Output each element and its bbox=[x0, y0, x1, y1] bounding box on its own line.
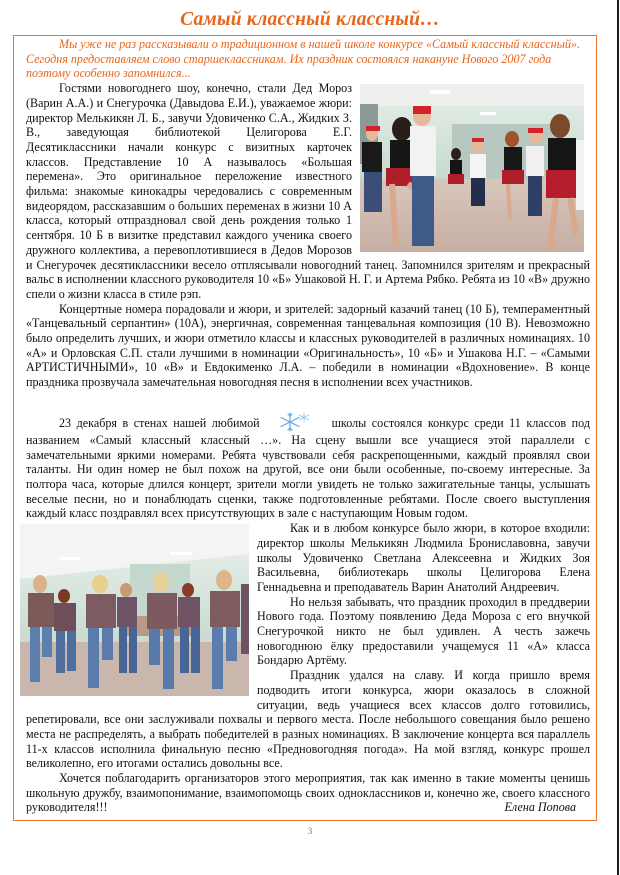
competition-text-start: 23 декабря в стенах нашей любимой bbox=[59, 415, 260, 430]
article-paragraph: Но нельзя забывать, что праздник проходил в преддверии Нового года. Поэтому появлению Деда Мороза с его внучкой Снегурочкой никто не был удивлен. А честь зажечь новогоднюю ёлку предоставили учащемуся 11 «А» класса Бондарю Артёму. bbox=[257, 594, 590, 668]
closing-text: Хочется поблагодарить организаторов этого мероприятия, так как именно в такие моменты ценишь школьную дружбу, взаимопонимание, взаимопомощь своих одноклассников и, конечно же, своего классного руководителя!!! bbox=[26, 771, 590, 815]
article-paragraph: Гостями новогоднего шоу, конечно, стали Дед Мороз (Варин А.А.) и Снегурочка (Давыдова Е.И.), уважаемое жюри: директор Мелькикян Л. Б., завучи Удовиченко С.А., Жидких З. В., заведующая библиотекой Целигорова Е.Г. Десятиклассники начали конкурс с визитных карточек классов. Представление 10 А называлось «Большая перемена». Это оригинальное переложение известного фильма: знакомые кинокадры чередовались с современным видеорядом, рассказавшим о больших переменах в жизни 10 А класса, который отпраздновал свой день рождения только 1 сентября. 10 Б в визитке представил каждого ученика своего дружного коллектива, а перевоплотившиеся в Дедов Морозов и Снегурочек десятиклассники весело отплясывали новогодний танец. Запомнился зрителям и прекрасный вальс в исполнении классного руководителя 10 «Б» Ушаковой Н. Г. и Артема Рябко. Ребята из 10 «В» дружно спели о жизни класса в стиле рэп. bbox=[26, 81, 590, 301]
photo-dance-11th-grade bbox=[20, 524, 249, 696]
article-title: Самый классный классный… bbox=[180, 9, 440, 30]
snowflake-icon-graphic bbox=[276, 411, 316, 433]
snowflake-icon bbox=[276, 411, 316, 433]
article-paragraph: Как и в любом конкурсе было жюри, в которое входили: директор школы Мелькикян Людмила Брониславовна, завучи школы Удовиченко Светлана Алексеевна и Жидких Зоя Васильевна, библиотекарь школы Целигорова Елена Геннадьевна и преподаватель Варин Анатолий Андреевич. bbox=[257, 521, 590, 594]
author-signature: Елена Попова bbox=[504, 800, 576, 815]
article-intro: Мы уже не раз рассказывали о традиционном в нашей школе конкурсе «Самый классный классный». Сегодня предоставляем слово старшеклассникам. Их праздник состоялся накануне Нового 2007 года поэтому особенно запомнился... bbox=[26, 37, 580, 81]
article-body bbox=[26, 37, 590, 815]
article-paragraph: Концертные номера порадовали и жюри, и зрителей: задорный казачий танец (10 Б), темпераментный «Танцевальный серпантин» (10А), энергичная, современная танцевальная композиция (10 В). Невозможно было определить лучших, и жюри отметило классы и классных руководителей в различных номинациях. 10 «А» и Орловская С.П. стали лучшими в номинации «Оригинальность», 10 «Б» и Ушакова Н.Г. – «Самыми АРТИСТИЧНЫМИ», 10 «В» и Евдокименко Л.А. – победили в номинации «Вдохновение». В конце праздника прозвучала замечательная новогодняя песня в исполнении всех участников. bbox=[26, 301, 590, 390]
photo-dance-10th-grade-image bbox=[360, 84, 584, 252]
article-closing bbox=[26, 771, 590, 815]
page-number: 3 bbox=[307, 826, 313, 836]
competition-text-rest: школы состоялся конкурс среди 11 классов под названием «Самый классный классный …». На сцену вышли все учащиеся этой параллели с замечательными яркими номерами. Ребята чувствовали себя раскрепощенными, каждый проявлял свои таланты. Ни один номер не был похож на другой, все они были особенные, по-своему интересные. За полтора часа, которые длился концерт, зрители могли увидеть не только зажигательные танцы, услышать веселые песни, но и понаблюдать сценки, также подготовленные ребятами. После своего выступления каждый класс поздравлял всех присутствующих в зале с наступающим Новым годом. bbox=[26, 415, 590, 521]
photo-dance-10th-grade bbox=[360, 84, 584, 252]
page-edge-line bbox=[617, 0, 619, 875]
paragraph-spacer bbox=[26, 390, 590, 411]
article-paragraph: Праздник удался на славу. И когда пришло время подводить итоги конкурса, жюри оказалось в сложной ситуации, ведь учащиеся всех классов долго готовились, репетировали, все они заслуживали похвалы и первого места. После небольшого совещания было решено места не распределять, а выбрать победителей в разных номинациях. В заключение концерта вся параллель 11-х классов исполнила финальную песню «Предновогодняя погода». На мой взгляд, конкурс прошел великолепно, его итогами остались довольны все. bbox=[26, 668, 590, 771]
photo-dance-11th-grade-image bbox=[20, 524, 249, 696]
article-paragraph-competition bbox=[26, 411, 590, 521]
